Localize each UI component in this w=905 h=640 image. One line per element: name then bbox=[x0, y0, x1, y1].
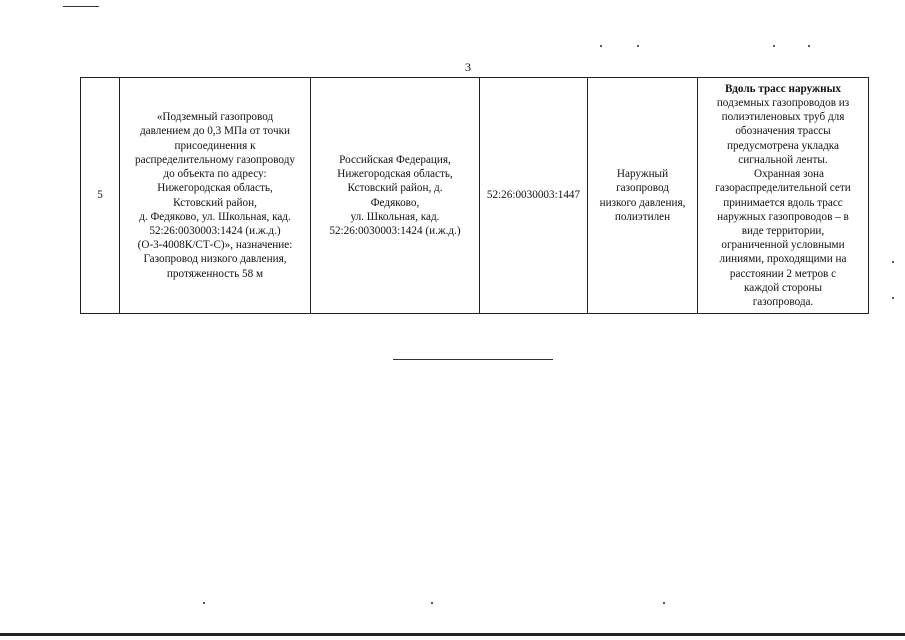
cadastral-number: 52:26:0030003:1447 bbox=[486, 189, 581, 202]
top-margin-line bbox=[63, 6, 99, 7]
object-type-cell bbox=[588, 78, 698, 314]
type-line: Наружный bbox=[616, 168, 669, 181]
easement-table bbox=[80, 77, 869, 314]
address-line: Нижегородская область, bbox=[337, 168, 453, 181]
object-line: присоединения к bbox=[174, 139, 256, 152]
protection-line: каждой стороны bbox=[743, 281, 823, 294]
row-number: 5 bbox=[97, 189, 103, 202]
protection-line: Вдоль трасс наружных bbox=[725, 82, 841, 95]
scan-speck bbox=[203, 602, 205, 604]
protection-line: наружных газопроводов – в bbox=[717, 210, 849, 223]
address-line: Российская Федерация, bbox=[339, 153, 451, 166]
type-line: полиэтилен bbox=[614, 210, 671, 223]
object-line: «Подземный газопровод bbox=[156, 111, 274, 124]
scan-speck bbox=[431, 602, 433, 604]
scan-speck bbox=[663, 602, 665, 604]
object-description-cell bbox=[120, 78, 311, 314]
table-row bbox=[81, 78, 869, 314]
scan-speck bbox=[808, 45, 810, 47]
object-line: (О-3-4008К/СТ-С)», назначение: bbox=[137, 239, 293, 252]
protection-line: подземных газопроводов из bbox=[716, 97, 850, 110]
address-line: ул. Школьная, кад. bbox=[350, 210, 440, 223]
protection-line: газораспределительной сети bbox=[715, 182, 851, 195]
protection-line: ограниченной условными bbox=[721, 239, 845, 252]
end-of-document-rule bbox=[393, 359, 553, 360]
type-line: газопровод bbox=[616, 182, 669, 195]
page-number: 3 bbox=[465, 60, 471, 74]
object-line: распределительному газопроводу bbox=[135, 153, 295, 166]
type-line: низкого давления, bbox=[599, 196, 686, 209]
object-line: Кстовский район, bbox=[173, 196, 257, 209]
protection-line: обозначения трассы bbox=[735, 125, 831, 138]
cadastral-number-cell bbox=[480, 78, 588, 314]
protection-line: линиями, проходящими на bbox=[719, 253, 847, 266]
scan-speck bbox=[637, 45, 639, 47]
address-cell bbox=[311, 78, 480, 314]
address-line: Федяково, bbox=[370, 196, 420, 209]
protection-line: Охранная зона bbox=[753, 168, 824, 181]
object-line: протяженность 58 м bbox=[166, 267, 264, 280]
protection-line: виде территории, bbox=[741, 224, 825, 237]
row-number-cell bbox=[81, 78, 120, 314]
protection-line: газопровода. bbox=[752, 295, 814, 308]
protection-line: сигнальной ленты. bbox=[738, 153, 828, 166]
protection-line: предусмотрена укладка bbox=[726, 139, 839, 152]
scan-speck bbox=[892, 297, 894, 299]
protection-line: расстоянии 2 метров с bbox=[729, 267, 837, 280]
object-line: 52:26:0030003:1424 (и.ж.д.) bbox=[149, 224, 281, 237]
address-line: 52:26:0030003:1424 (и.ж.д.) bbox=[329, 224, 461, 237]
scan-speck bbox=[892, 261, 894, 263]
scan-bottom-edge bbox=[0, 633, 905, 636]
protection-zone-cell bbox=[698, 78, 869, 314]
protection-line: принимается вдоль трасс bbox=[723, 196, 843, 209]
scan-speck bbox=[773, 45, 775, 47]
object-line: д. Федяково, ул. Школьная, кад. bbox=[139, 210, 291, 223]
address-line: Кстовский район, д. bbox=[347, 182, 443, 195]
protection-line: полиэтиленовых труб для bbox=[721, 111, 845, 124]
object-line: до объекта по адресу: bbox=[163, 168, 267, 181]
object-line: Газопровод низкого давления, bbox=[143, 253, 287, 266]
object-line: давлением до 0,3 МПа от точки bbox=[139, 125, 291, 138]
object-line: Нижегородская область, bbox=[157, 182, 273, 195]
scan-speck bbox=[600, 45, 602, 47]
